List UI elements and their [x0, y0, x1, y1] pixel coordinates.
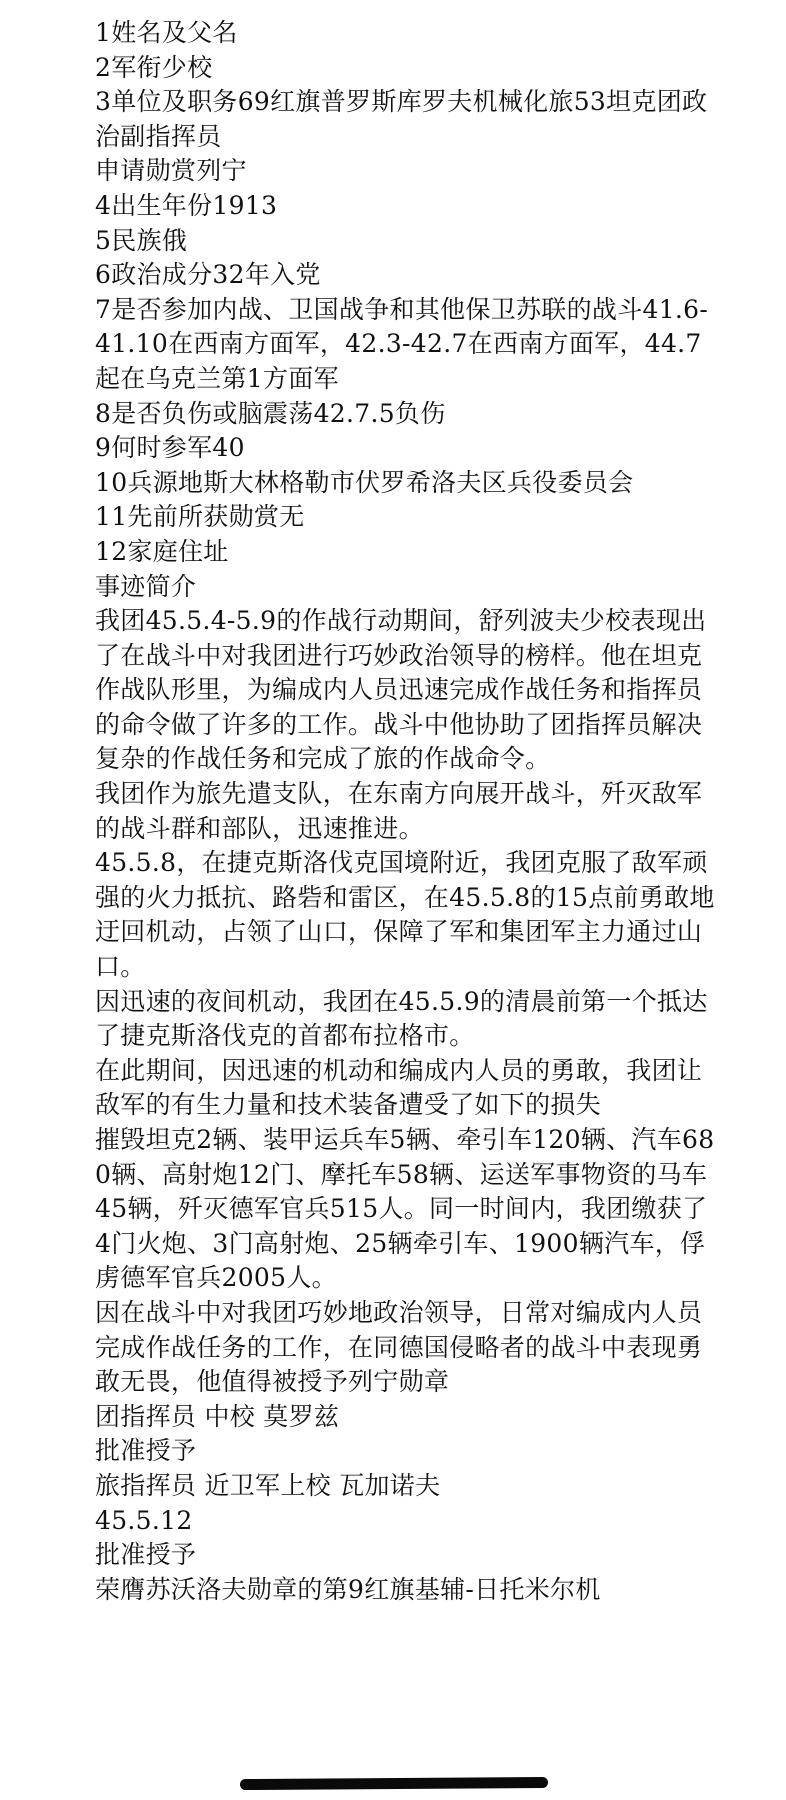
line-conscription-office: 10兵源地斯大林格勒市伏罗希洛夫区兵役委员会: [95, 467, 634, 497]
paragraph-leadership: 我团45.5.4-5.9的作战行动期间，舒列波夫少校表现出了在战斗中对我团进行巧妙政治领导的榜样。他在坦克作战队形里，为编成内人员迅速完成作战任务和指挥员的命令做了许多的工作。战斗中他协助了团指挥员解决复杂的作战任务和完成了旅的作战命令。: [95, 606, 707, 774]
approval-2: 批准授予: [95, 1540, 197, 1570]
paragraph-prague: 因迅速的夜间机动，我团在45.5.9的清晨前第一个抵达了捷克斯洛伐克的首都布拉格市。: [95, 986, 708, 1051]
date-line: 45.5.12: [95, 1505, 193, 1535]
line-name: 1姓名及父名: [95, 18, 238, 47]
approval-1: 批准授予: [95, 1436, 197, 1466]
section-heading-summary: 事迹简介: [95, 571, 197, 601]
line-rank: 2军衔少校: [95, 52, 213, 82]
signature-regiment-commander: 团指挥员 中校 莫罗兹: [95, 1401, 340, 1431]
paragraph-recommendation: 因在战斗中对我团巧妙地政治领导，日常对编成内人员完成作战任务的工作，在同德国侵略者的战斗中表现勇敢无畏，他值得被授予列宁勋章: [95, 1297, 703, 1397]
line-war-service: 7是否参加内战、卫国战争和其他保卫苏联的战斗41.6-41.10在西南方面军，42.3-42.7在西南方面军，44.7起在乌克兰第1方面军: [95, 294, 709, 393]
signature-brigade-commander: 旅指挥员 近卫军上校 瓦加诺夫: [95, 1470, 441, 1500]
line-wounds: 8是否负伤或脑震荡42.7.5负伤: [95, 398, 446, 428]
redaction-bar: [240, 1777, 548, 1790]
award-document: [95, 16, 715, 1607]
line-party: 6政治成分32年入党: [95, 260, 321, 290]
paragraph-mountain-pass: 45.5.8，在捷克斯洛伐克国境附近，我团克服了敌军顽强的火力抵抗、路砦和雷区，在45.5.8的15点前勇敢地迂回机动，占领了山口，保障了军和集团军主力通过山口。: [95, 848, 715, 982]
line-nationality: 5民族俄: [95, 225, 188, 255]
line-previous-awards: 11先前所获勋赏无: [95, 502, 305, 532]
paragraph-vanguard: 我团作为旅先遣支队，在东南方向展开战斗，歼灭敌军的战斗群和部队，迅速推进。: [95, 779, 703, 843]
line-enlistment: 9何时参军40: [95, 433, 245, 463]
paragraph-losses-intro: 在此期间，因迅速的机动和编成内人员的勇敢，我团让敌军的有生力量和技术装备遭受了如下的损失: [95, 1055, 703, 1120]
line-birth-year: 4出生年份1913: [95, 190, 278, 220]
truncated-unit-line: 荣膺苏沃洛夫勋章的第9红旗基辅-日托米尔机: [95, 1574, 601, 1604]
line-unit-position: 3单位及职务69红旗普罗斯库罗夫机械化旅53坦克团政治副指挥员: [95, 87, 708, 151]
line-award-request: 申请勋赏列宁: [95, 156, 247, 186]
paragraph-losses-list: 摧毁坦克2辆、装甲运兵车5辆、牵引车120辆、汽车680辆、高射炮12门、摩托车58辆、运送军事物资的马车45辆，歼灭德军官兵515人。同一时间内，我团缴获了4门火炮、3门高射炮、25辆牵引车、1900辆汽车，俘虏德军官兵2005人。: [95, 1125, 715, 1293]
line-home-address: 12家庭住址: [95, 536, 229, 566]
